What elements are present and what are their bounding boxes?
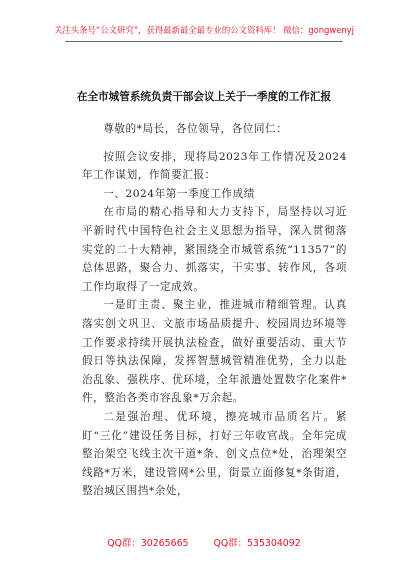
body-paragraph: 二是强治理、优环境，擦亮城市品质名片。紧盯“三化”建设任务目标，打好三年收官战。全年完成整治架空飞线主次干道*条、创文点位*处，治理架空线路*万米，建设管网*公里，街景立面修复*条街道，整治城区围挡*余处，	[82, 410, 347, 498]
body-paragraph-intro: 按照会议安排，现将局2023年工作情况及2024年工作谋划，作简要汇报：	[82, 150, 347, 182]
footer-qq-group-1: QQ群：30265665	[107, 538, 189, 549]
footer-contact	[0, 535, 408, 549]
document-title: 在全市城管系统负责干部会议上关于一季度的工作汇报	[76, 91, 332, 103]
body-paragraph: 在市局的精心指导和大力支持下，局坚持以习近平新时代中国特色社会主义思想为指导，深入贯彻落实党的二十大精神，紧围绕全市城管系统“11357”的总体思路，聚合力、抓落实，干实事、转作风，各项工作均取得了一定成效。	[82, 206, 347, 293]
footer-qq-group-2: QQ群：535304092	[213, 538, 301, 549]
header-divider	[65, 41, 343, 42]
body-paragraph: 一是盯主责、聚主业，推进城市精细管理。认真落实创文巩卫、文旅市场品质提升、校园周边环境等工作要求持续开展执法检查，做好重要活动、重大节假日等执法保障，发挥智慧城管精准优势，全力以赴治乱象、强秩序、优环境，全年派遣处置数字化案件*件，整治各类市容乱象*万余起。	[82, 299, 347, 405]
greeting-paragraph: 尊敬的*局长，各位领导，各位同仁：	[103, 123, 288, 135]
section-heading: 一、2024年第一季度工作成绩	[103, 187, 255, 200]
document-body	[82, 112, 347, 501]
header-banner: 关注头条号“公文研究”，获得最新最全最专业的公文资料库！ 微信：gongwenyj	[54, 25, 354, 35]
